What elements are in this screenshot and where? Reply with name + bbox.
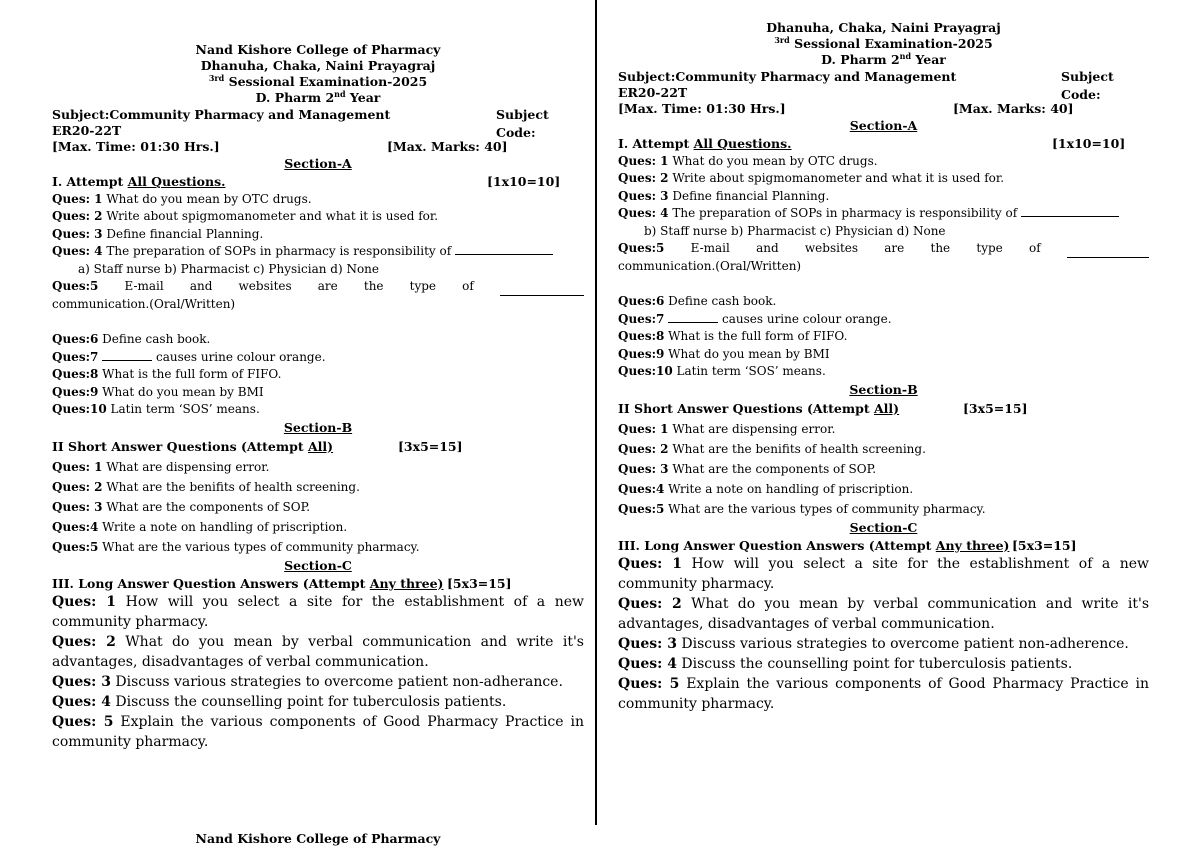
sa-question-9: Ques:9 What do you mean by BMI <box>618 346 830 361</box>
footer-college-name: Nand Kishore College of Pharmacy <box>195 831 441 846</box>
sc-question-2: Ques: 2 What do you mean by verbal communication and write it's advantages, disadvantages of verbal communication. <box>618 596 1150 632</box>
exam-limits: [Max. Time: 01:30 Hrs.] [Max. Marks: 40] <box>618 100 1074 116</box>
section-c-title: Section-C <box>284 557 352 573</box>
sa-question-10: Ques:10 Latin term ‘SOS’ means. <box>52 402 260 416</box>
sc-question-1: Ques: 1 How will you select a site for the establishment of a new community pharmacy. <box>618 556 1149 592</box>
sa-question-10: Ques:10 Latin term ‘SOS’ means. <box>618 364 826 378</box>
sa-question-2: Ques: 2 Write about spigmomanometer and what it is used for. <box>618 171 1005 185</box>
section-b-title: Section-B <box>849 381 918 397</box>
sa-question-3: Ques: 3 Define financial Planning. <box>52 226 264 241</box>
sa-question-5-cont: communication.(Oral/Written) <box>52 296 236 311</box>
sa-question-4: Ques: 4 The preparation of SOPs in pharmacy is responsibility of <box>618 205 1149 223</box>
course-year: D. Pharm 2nd Year <box>255 88 381 105</box>
section-a-instruction: I. Attempt All Questions. [1x10=10] <box>52 174 561 189</box>
sa-question-4-options: b) Staff nurse b) Pharmacist c) Physician d) None <box>644 223 946 238</box>
sb-question-2: Ques: 2 What are the benifits of health screening. <box>618 441 926 456</box>
sb-question-5: Ques:5 What are the various types of community pharmacy. <box>52 539 420 554</box>
section-a-instruction: I. Attempt All Questions. [1x10=10] <box>618 136 1126 151</box>
sa-question-7: Ques:7 causes urine colour orange. <box>52 349 326 364</box>
sc-question-1: Ques: 1 How will you select a site for the establishment of a new community pharmacy. <box>52 594 584 630</box>
section-b-instruction: II Short Answer Questions (Attempt All) [3x5=15] <box>52 438 463 454</box>
sb-question-4: Ques:4 Write a note on handling of priscription. <box>618 481 914 496</box>
sa-question-5: Ques:5 E-mail and websites are the type of <box>52 278 584 296</box>
course-year: D. Pharm 2nd Year <box>821 50 946 67</box>
sa-question-5-cont: communication.(Oral/Written) <box>618 258 802 273</box>
sa-question-4-options: a) Staff nurse b) Pharmacist c) Physician d) None <box>78 261 379 276</box>
sa-question-1: Ques: 1 What do you mean by OTC drugs. <box>52 191 312 206</box>
college-address: Dhanuha, Chaka, Naini Prayagraj <box>766 20 1001 35</box>
sb-question-5: Ques:5 What are the various types of community pharmacy. <box>618 501 986 516</box>
sa-question-3: Ques: 3 Define financial Planning. <box>618 188 830 203</box>
sa-question-1: Ques: 1 What do you mean by OTC drugs. <box>618 153 878 168</box>
sc-question-4: Ques: 4 Discuss the counselling point for tuberculosis patients. <box>618 656 1073 672</box>
sb-question-4: Ques:4 Write a note on handling of priscription. <box>52 519 348 534</box>
sc-question-5: Ques: 5 Explain the various components of Good Pharmacy Practice in community pharmacy. <box>618 676 1149 712</box>
sa-question-6: Ques:6 Define cash book. <box>52 332 211 346</box>
right-paper <box>618 20 1149 714</box>
subject-code: ER20-22T <box>618 84 688 100</box>
page-divider <box>595 0 597 825</box>
sc-question-3: Ques: 3 Discuss various strategies to overcome patient non-adherance. <box>52 674 563 690</box>
sa-question-9: Ques:9 What do you mean by BMI <box>52 384 264 399</box>
sa-question-8: Ques:8 What is the full form of FIFO. <box>618 329 848 343</box>
college-name: Nand Kishore College of Pharmacy <box>195 42 441 57</box>
section-c-instruction: III. Long Answer Question Answers (Attempt Any three) [5x3=15] <box>52 575 512 591</box>
sa-question-4: Ques: 4 The preparation of SOPs in pharmacy is responsibility of <box>52 243 584 261</box>
exam-title: $^{3rd}$ Sessional Examination-2025 <box>208 72 428 89</box>
sa-question-2: Ques: 2 Write about spigmomanometer and what it is used for. <box>52 209 439 223</box>
exam-title: $^{3rd}$ Sessional Examination-2025 <box>774 34 993 51</box>
section-a-title: Section-A <box>849 118 918 133</box>
sc-question-2: Ques: 2 What do you mean by verbal communication and write it's advantages, disadvantages of verbal communication. <box>52 634 584 670</box>
section-c-title: Section-C <box>849 519 918 535</box>
sa-question-7: Ques:7 causes urine colour orange. <box>618 311 892 326</box>
sa-question-5: Ques:5 E-mail and websites are the type of <box>618 240 1149 258</box>
subject-line: Subject:Community Pharmacy and Management Subject Code: <box>618 69 1114 102</box>
sb-question-3: Ques: 3 What are the components of SOP. <box>52 499 311 514</box>
sa-question-8: Ques:8 What is the full form of FIFO. <box>52 367 282 381</box>
sb-question-3: Ques: 3 What are the components of SOP. <box>618 461 877 476</box>
subject-code: ER20-22T <box>52 122 122 138</box>
sb-question-2: Ques: 2 What are the benifits of health screening. <box>52 479 360 494</box>
college-address: Dhanuha, Chaka, Naini Prayagraj <box>200 58 436 73</box>
section-b-instruction: II Short Answer Questions (Attempt All) [3x5=15] <box>618 400 1028 416</box>
sa-question-6: Ques:6 Define cash book. <box>618 294 777 308</box>
sc-question-5: Ques: 5 Explain the various components of Good Pharmacy Practice in community pharmacy. <box>52 714 584 750</box>
exam-limits: [Max. Time: 01:30 Hrs.] [Max. Marks: 40] <box>52 138 508 154</box>
subject-line: Subject:Community Pharmacy and Management Subject Code: <box>52 107 549 140</box>
sb-question-1: Ques: 1 What are dispensing error. <box>52 459 270 474</box>
section-b-title: Section-B <box>283 419 353 435</box>
sc-question-3: Ques: 3 Discuss various strategies to overcome patient non-adherence. <box>618 636 1129 652</box>
section-a-title: Section-A <box>284 156 352 171</box>
sc-question-4: Ques: 4 Discuss the counselling point for tuberculosis patients. <box>52 694 507 710</box>
section-c-instruction: III. Long Answer Question Answers (Attempt Any three) [5x3=15] <box>618 537 1077 553</box>
sb-question-1: Ques: 1 What are dispensing error. <box>618 421 836 436</box>
left-paper <box>52 42 584 752</box>
